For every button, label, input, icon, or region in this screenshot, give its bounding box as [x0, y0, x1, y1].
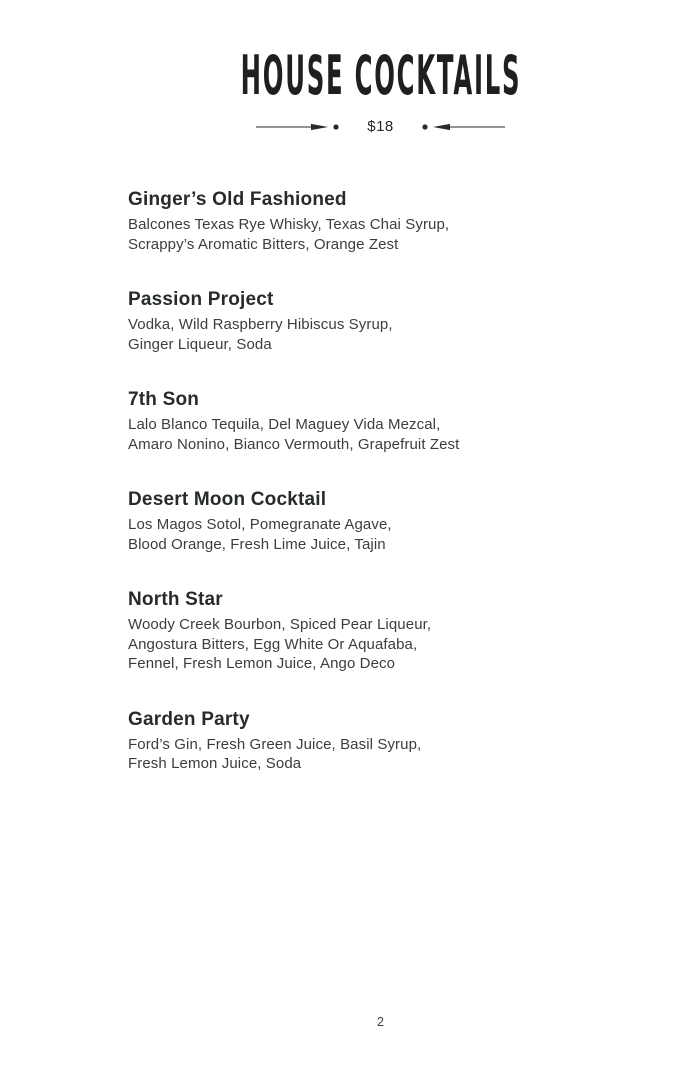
menu-item-description: [128, 515, 633, 554]
page-title-text: HOUSE COCKTAILS: [240, 43, 521, 107]
menu-item-name: North Star: [128, 589, 223, 610]
menu-item-description-line: Los Magos Sotol, Pomegranate Agave,: [128, 516, 392, 533]
menu-item-description-line: Fennel, Fresh Lemon Juice, Ango Deco: [128, 655, 396, 672]
menu-item: [128, 188, 633, 254]
menu-item: [128, 588, 633, 674]
menu-item-description: [128, 615, 633, 674]
menu-item-description-line: Amaro Nonino, Bianco Vermouth, Grapefruit Zest: [128, 435, 460, 453]
menu-item: [128, 708, 633, 774]
menu-item-description-line: Angostura Bitters, Egg White Or Aquafaba,: [128, 635, 418, 653]
menu-item: [128, 288, 633, 354]
menu-item-description: [128, 735, 633, 774]
menu-item-description-line: Balcones Texas Rye Whisky, Texas Chai Syrup,: [128, 216, 450, 233]
menu-item-name: Passion Project: [128, 289, 274, 310]
menu-item-description: [128, 415, 633, 454]
divider-right-arrow-icon: [409, 121, 505, 133]
menu-item-description: [128, 315, 633, 354]
menu-item-description-line: Scrappy’s Aromatic Bitters, Orange Zest: [128, 235, 399, 253]
page-title: [128, 43, 633, 107]
menu-item-name: Ginger’s Old Fashioned: [128, 189, 347, 210]
menu-item-name: Desert Moon Cocktail: [128, 489, 327, 510]
menu-item-description-line: Blood Orange, Fresh Lime Juice, Tajin: [128, 535, 386, 553]
menu-item-description-line: Woody Creek Bourbon, Spiced Pear Liqueur,: [128, 616, 432, 633]
page-footer: [128, 1013, 633, 1031]
menu-item-name: 7th Son: [128, 389, 200, 410]
divider-left-arrow-icon: [256, 121, 352, 133]
menu-item: [128, 388, 633, 454]
menu-item-description-line: Vodka, Wild Raspberry Hibiscus Syrup,: [128, 316, 393, 333]
menu-item-name: Garden Party: [128, 708, 250, 730]
menu-item-description: [128, 215, 633, 254]
page-number: 2: [377, 1015, 384, 1029]
menu-item: [128, 488, 633, 554]
menu-item-description-line: Ginger Liqueur, Soda: [128, 335, 272, 353]
menu-item-description-line: Lalo Blanco Tequila, Del Maguey Vida Mezcal,: [128, 416, 441, 433]
cocktail-list: [128, 188, 633, 808]
menu-item-description-line: Fresh Lemon Juice, Soda: [128, 755, 302, 772]
price-label: $18: [367, 118, 394, 135]
price-divider: [128, 116, 633, 138]
menu-item-description-line: Ford’s Gin, Fresh Green Juice, Basil Syrup,: [128, 735, 422, 753]
